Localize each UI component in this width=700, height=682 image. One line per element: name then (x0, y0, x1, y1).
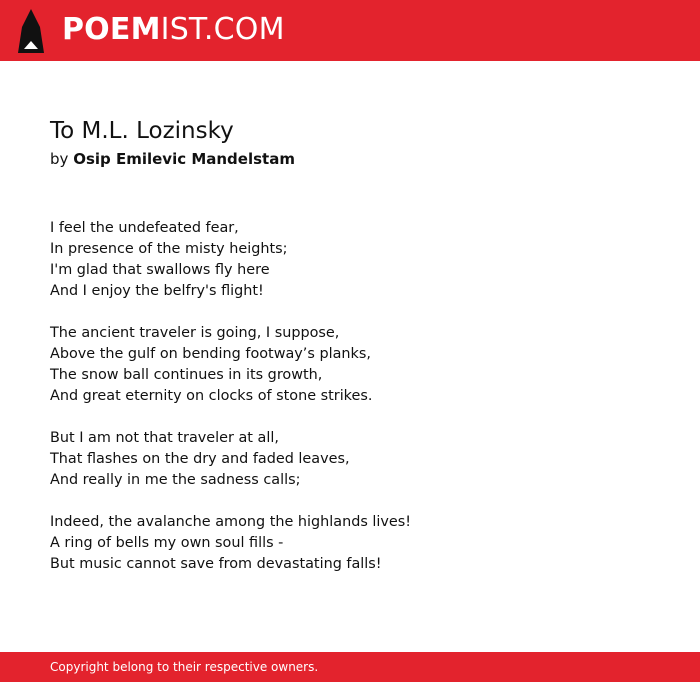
stanza (50, 218, 650, 302)
pencil-icon[interactable] (18, 9, 44, 53)
site-header (0, 0, 700, 61)
poem-line: A ring of bells my own soul fills - (50, 535, 284, 551)
poem-line: The snow ball continues in its growth, (50, 367, 323, 383)
poem-line: Indeed, the avalanche among the highlands lives! (50, 514, 412, 530)
poem-line: And I enjoy the belfry's flight! (50, 283, 264, 299)
poem-line: And great eternity on clocks of stone strikes. (50, 388, 373, 404)
site-logo[interactable] (62, 10, 285, 50)
poem-line: That flashes on the dry and faded leaves, (50, 451, 350, 467)
poem-line: But music cannot save from devastating falls! (50, 556, 382, 572)
poem-byline (50, 148, 650, 170)
stanza (50, 512, 650, 575)
poem-line: I'm glad that swallows fly here (50, 262, 270, 278)
poem-line: The ancient traveler is going, I suppose, (50, 325, 340, 341)
poem-author: Osip Emilevic Mandelstam (73, 150, 295, 168)
poem-line: Above the gulf on bending footway’s planks, (50, 346, 371, 362)
logo-bold-text: POEM (62, 12, 161, 47)
poem-line: In presence of the misty heights; (50, 241, 288, 257)
poem-line: I feel the undefeated fear, (50, 220, 239, 236)
stanza (50, 428, 650, 491)
logo-light-text: IST.COM (160, 12, 285, 47)
poem-title: To M.L. Lozinsky (50, 118, 234, 144)
poem-line: But I am not that traveler at all, (50, 430, 279, 446)
poem-body (50, 218, 650, 596)
site-footer (0, 652, 700, 682)
stanza (50, 323, 650, 407)
copyright-text: Copyright belong to their respective owners. (50, 660, 319, 674)
poem-line: And really in me the sadness calls; (50, 472, 301, 488)
by-label: by (50, 150, 69, 168)
poem-header (50, 116, 650, 170)
